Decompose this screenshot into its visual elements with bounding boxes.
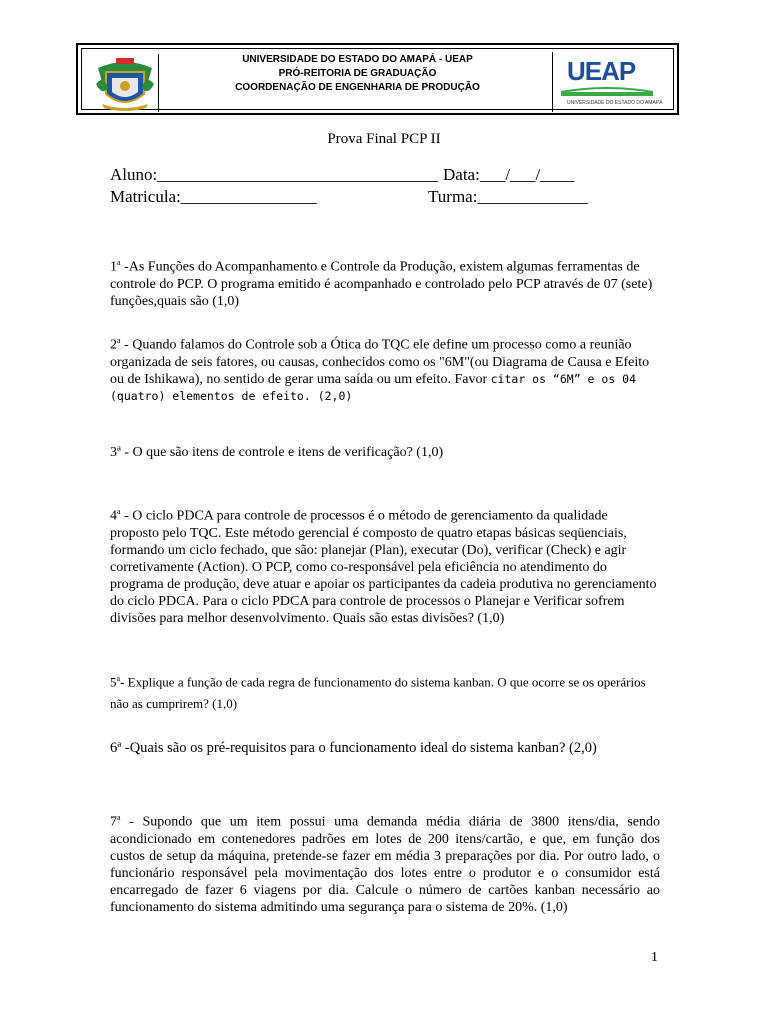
q2-number: 2 xyxy=(110,337,117,353)
header-box xyxy=(76,43,679,115)
q6-text: 6ª -Quais são os pré-requisitos para o funcionamento ideal do sistema kanban? (2,0) xyxy=(110,740,597,756)
question-2 xyxy=(110,332,660,405)
ueap-logo-subtitle: UNIVERSIDADE DO ESTADO DO AMAPÁ xyxy=(567,100,663,106)
q7-ordinal: a xyxy=(117,813,121,822)
q1-ordinal: a xyxy=(117,258,121,267)
question-5 xyxy=(110,668,660,715)
q5-number: 5 xyxy=(110,674,117,690)
question-1 xyxy=(110,254,660,310)
ueap-logo xyxy=(552,52,665,112)
aluno-field: Aluno:_________________________________ xyxy=(110,165,438,184)
exam-title: Prova Final PCP II xyxy=(327,131,441,147)
q7-number: 7 xyxy=(110,814,117,830)
question-6 xyxy=(110,740,660,757)
data-field: Data:___/___/____ xyxy=(443,165,575,184)
q4-text: - O ciclo PDCA para controle de processos é o método de gerenciamento da qualidade proposto pelo TQC. Este método gerencial é composto de quatro etapas básicas seqüenciais, formando um ciclo fechado, que são: planejar (Plan), executar (Do), verificar (Check) e agir corretivamente (Action). O PCP, como co-responsável pela eficiência no atendimento do programa de produção, deve atuar e apoiar os participantes da cadeia produtiva no gerenciamento do ciclo PDCA. Para o ciclo PDCA para controle de processos o Planejar e Verificar sofrem divisões para melhor desenvolvimento. Quais são estas divisões? (1,0) xyxy=(110,508,657,626)
q5-text: - Explique a função de cada regra de funcionamento do sistema kanban. O que ocorre se os operários não as cumprirem? (1,0) xyxy=(110,674,646,712)
coat-of-arms-icon xyxy=(92,54,158,112)
q4-ordinal: a xyxy=(117,507,121,516)
state-coat-of-arms xyxy=(92,54,159,112)
q1-number: 1 xyxy=(110,259,117,275)
pro-rectory: PRÓ-REITORIA DE GRADUAÇÃO xyxy=(278,68,437,79)
q2-ordinal: a xyxy=(117,336,121,345)
question-3 xyxy=(110,444,660,461)
ueap-logo-text: UEAP xyxy=(567,56,636,86)
q2-text-continuation: citar os “6M” e os 04 (quatro) elementos de efeito. (2,0) xyxy=(110,371,637,403)
q4-number: 4 xyxy=(110,508,117,524)
q7-text: - Supondo que um item possui uma demanda média diária de 3800 itens/dia, sendo acondicionado em contenedores padrões em lotes de 200 itens/cartão, e que, em função dos custos de setup da máquina, pretende-se fazer em média 3 preparações por dia. Por outro lado, o funcionário responsável pela movimentação dos lotes entre o produtor e o consumidor está encarregado de fazer 6 viagens por dia. Calcule o número de cartões kanban necessário ao funcionamento do sistema admitindo uma segurança para o sistema de 20%. (1,0) xyxy=(110,814,660,915)
q2-text: - Quando falamos do Controle sob a Ótica do TQC ele define um processo como a reunião organizada de seis fatores, ou causas, conhecidos como os "6M"(ou Diagrama de Causa e Efeito ou de Ishikawa), no sentido de gerar uma saída ou um efeito. Favor xyxy=(110,337,650,387)
q5-ordinal: a xyxy=(116,674,121,683)
question-7 xyxy=(110,809,660,916)
matricula-field: Matricula:________________ xyxy=(110,187,317,206)
q1-text: -As Funções do Acompanhamento e Controle da Produção, existem algumas ferramentas de controle do PCP. O programa emitido é acompanhado e controlado pelo PCP através de 07 (sete) funções,quais são (1,0) xyxy=(110,259,653,309)
question-4 xyxy=(110,503,660,627)
university-name: UNIVERSIDADE DO ESTADO DO AMAPÁ - UEAP xyxy=(242,54,473,65)
q3-text: 3ª - O que são itens de controle e itens de verificação? (1,0) xyxy=(110,445,444,460)
coordination: COORDENAÇÃO DE ENGENHARIA DE PRODUÇÃO xyxy=(235,82,480,93)
institution-header xyxy=(162,53,553,95)
turma-field: Turma:_____________ xyxy=(428,187,588,206)
page-number: 1 xyxy=(651,950,658,965)
header-inner xyxy=(81,48,674,110)
